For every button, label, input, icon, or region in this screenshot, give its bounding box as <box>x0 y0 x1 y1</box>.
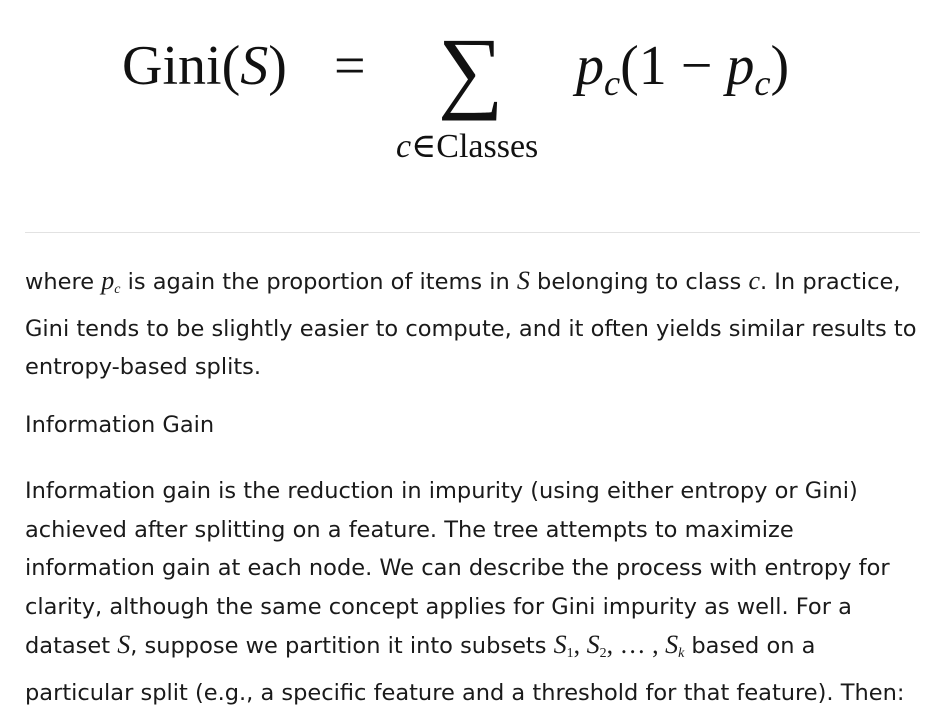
gini-explanation-paragraph: where $p_c$ is again the proportion of items in S belonging to class c. In practice, Gini tends to be slightly easier to compute, and it often yields similar results to entropy-based splits. <box>25 266 917 381</box>
lhs-arg-S: S <box>240 35 269 97</box>
gini-func: Gini <box>122 35 222 97</box>
equation-rhs: $p_c(1 - p_c)$ <box>576 35 790 103</box>
summation-subscript: c∈Classes <box>396 128 539 165</box>
summation-sigma: ∑ <box>438 19 504 121</box>
equals-sign: = <box>334 35 366 97</box>
gini-equation <box>0 0 930 200</box>
information-gain-paragraph: Information gain is the reduction in impurity (using either entropy or Gini) achieved after splitting on a feature. The tree attempts to maximize information gain at each node. We can describe the process with entropy for clarity, although the same concept applies for Gini impurity as well. For a dataset S, suppose we partition it into subsets $S_1$, $S_2$, … , $S_k$ based on a particular split (e.g., a specific feature and a threshold for that feature). Then: <box>25 478 905 707</box>
information-gain-heading: Information Gain <box>25 412 215 438</box>
equation-lhs: Gini(S) <box>122 35 287 97</box>
section-divider <box>25 232 920 233</box>
